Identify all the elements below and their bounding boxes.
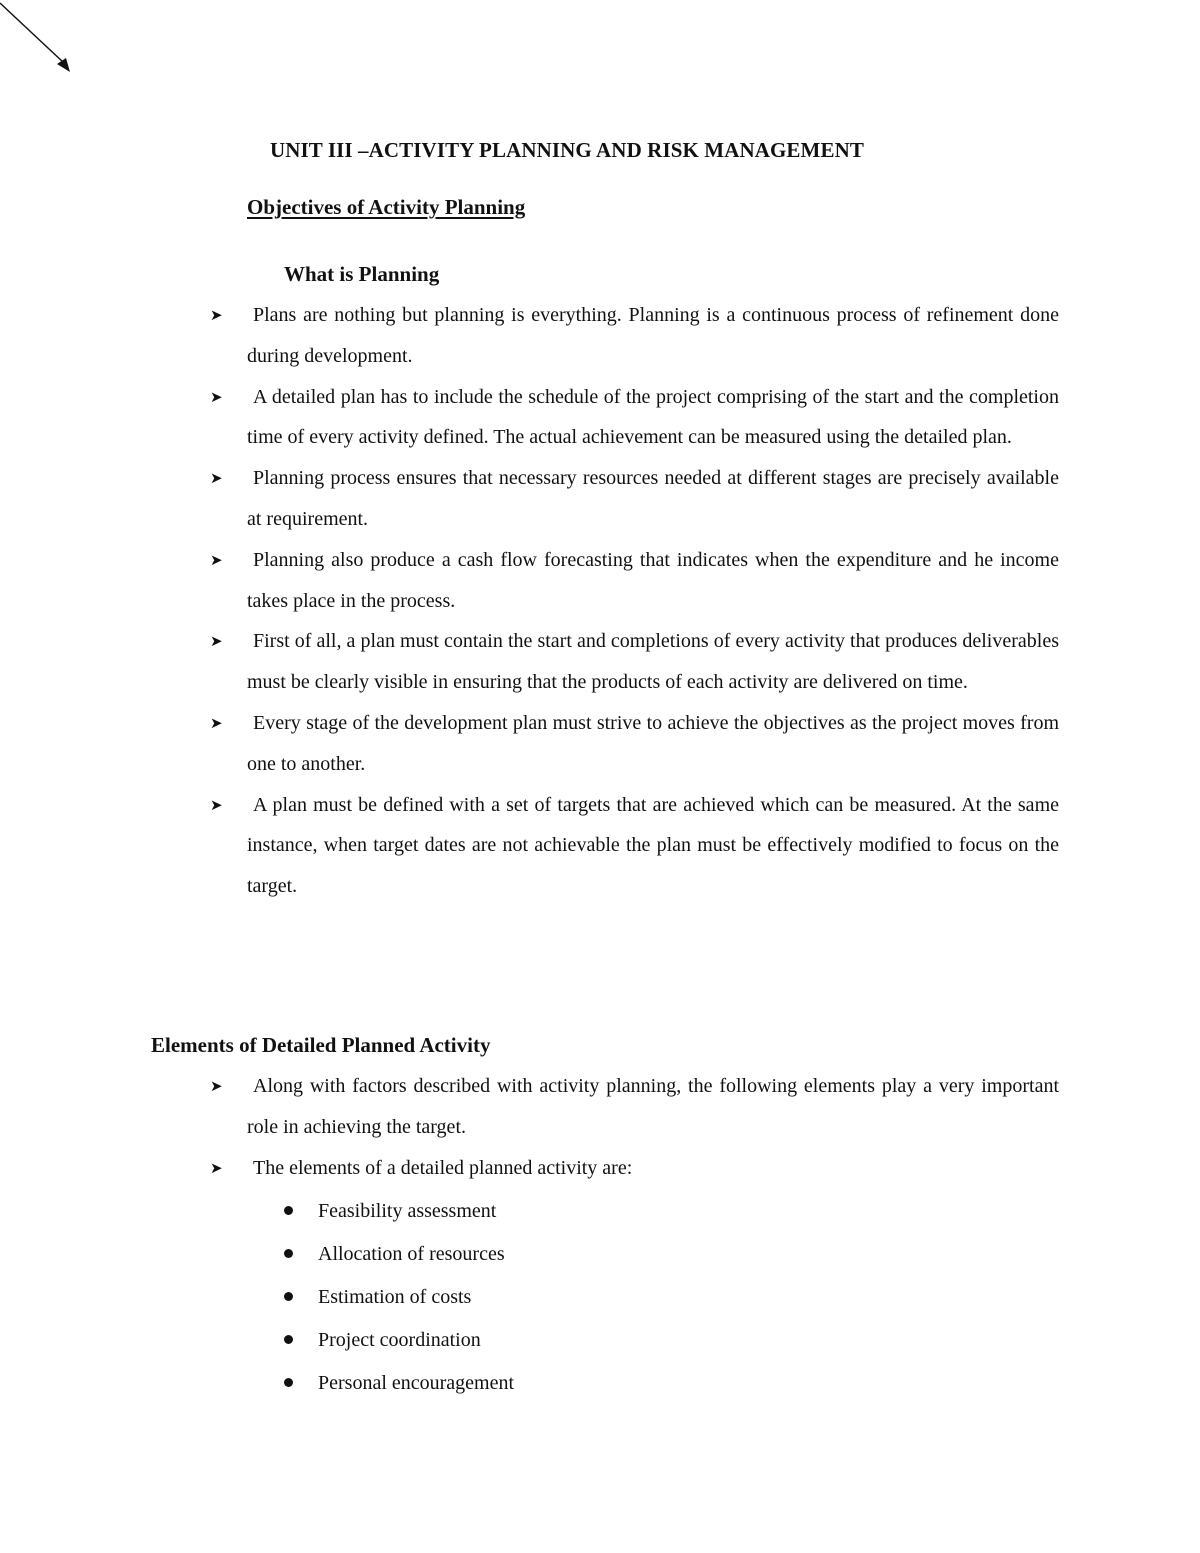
round-bullet-icon xyxy=(284,1249,293,1258)
list-item-text: Plans are nothing but planning is everything. Planning is a continuous process of refinement done during development. xyxy=(247,304,1059,367)
list-item xyxy=(0,1148,1059,1189)
planned-activity-elements-list xyxy=(0,1190,1200,1405)
elements-points-list xyxy=(0,1066,1200,1188)
list-item xyxy=(0,621,1059,703)
arrowhead-bullet-icon: ➤ xyxy=(210,469,223,488)
arrowhead-bullet-icon: ➤ xyxy=(210,795,223,814)
list-item-text: A plan must be defined with a set of targets that are achieved which can be measured. At the same instance, when target dates are not achievable the plan must be effectively modified to focus on the target. xyxy=(247,793,1059,898)
list-item-text: Planning process ensures that necessary resources needed at different stages are precisely available at requirement. xyxy=(247,467,1059,530)
list-item-text: Allocation of resources xyxy=(318,1243,505,1265)
list-item xyxy=(0,1233,1200,1276)
arrowhead-bullet-icon: ➤ xyxy=(210,1077,223,1095)
round-bullet-icon xyxy=(284,1378,293,1387)
list-item-text: First of all, a plan must contain the start and completions of every activity that produces deliverables must be clearly visible in ensuring that the products of each activity are delivered on time. xyxy=(247,630,1059,694)
list-item-text: Estimation of costs xyxy=(318,1286,472,1308)
list-item-text: Along with factors described with activity planning, the following elements play a very important role in achieving the target. xyxy=(247,1075,1059,1138)
list-item xyxy=(0,703,1059,785)
corner-arrow-icon xyxy=(0,0,80,80)
arrowhead-bullet-icon: ➤ xyxy=(210,1158,223,1177)
sub-heading-what-is-planning: What is Planning xyxy=(284,262,440,286)
round-bullet-icon xyxy=(284,1292,293,1301)
list-item-text: Feasibility assessment xyxy=(318,1200,497,1222)
list-item xyxy=(0,785,1059,907)
list-item xyxy=(0,1190,1200,1233)
list-item xyxy=(0,458,1059,540)
section-heading-elements: Elements of Detailed Planned Activity xyxy=(151,1033,491,1057)
list-item-text: Project coordination xyxy=(318,1329,481,1351)
list-item xyxy=(0,377,1059,459)
list-item xyxy=(0,295,1059,377)
round-bullet-icon xyxy=(284,1206,293,1215)
list-item xyxy=(0,1362,1200,1405)
arrowhead-bullet-icon: ➤ xyxy=(210,632,223,651)
section-heading-objectives: Objectives of Activity Planning xyxy=(247,195,526,219)
list-item-text: A detailed plan has to include the schedule of the project comprising of the start and the completion time of every activity defined. The actual achievement can be measured using the detailed plan. xyxy=(247,385,1059,449)
arrowhead-bullet-icon: ➤ xyxy=(210,550,223,569)
list-item-text: The elements of a detailed planned activity are: xyxy=(253,1156,633,1179)
document-title: UNIT III –ACTIVITY PLANNING AND RISK MANAGEMENT xyxy=(270,138,864,162)
planning-points-list xyxy=(0,295,1200,907)
list-item xyxy=(0,540,1059,622)
list-item xyxy=(0,1066,1059,1148)
arrowhead-bullet-icon: ➤ xyxy=(210,387,223,406)
arrowhead-bullet-icon: ➤ xyxy=(210,306,223,324)
arrowhead-bullet-icon: ➤ xyxy=(210,713,223,732)
list-item-text: Planning also produce a cash flow forecasting that indicates when the expenditure and he income takes place in the process. xyxy=(247,548,1059,612)
list-item xyxy=(0,1276,1200,1319)
list-item-text: Every stage of the development plan must strive to achieve the objectives as the project moves from one to another. xyxy=(247,711,1059,775)
list-item xyxy=(0,1319,1200,1362)
list-item-text: Personal encouragement xyxy=(318,1372,515,1394)
round-bullet-icon xyxy=(284,1335,293,1344)
